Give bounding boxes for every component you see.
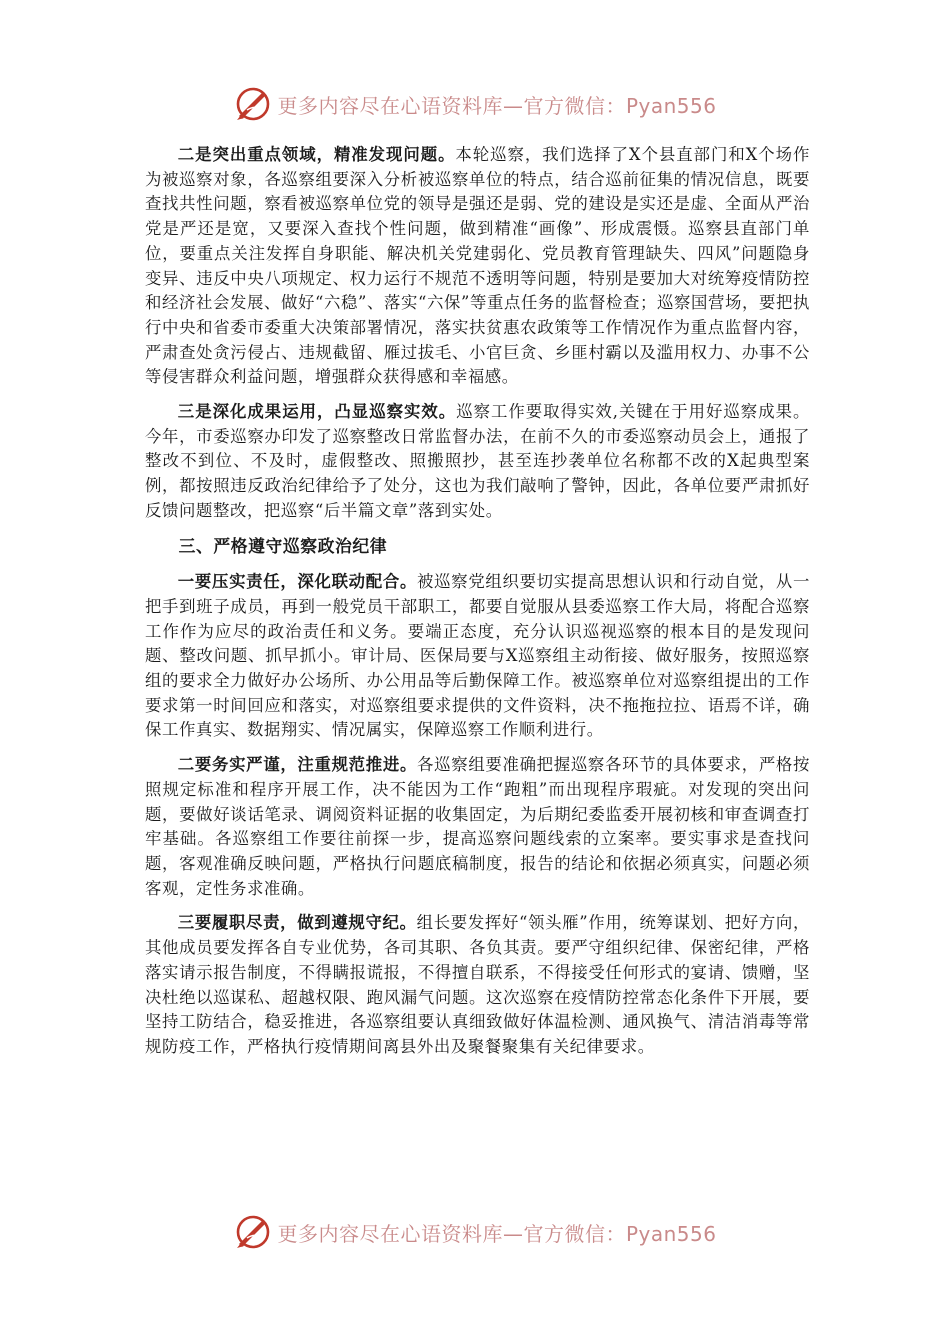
document-body [145, 143, 810, 1070]
paragraph-discipline [145, 911, 810, 1059]
paragraph-lead: 一要压实责任，深化联动配合。 [177, 572, 418, 592]
paragraph-lead: 二要务实严谨，注重规范推进。 [177, 755, 418, 775]
paragraph-lead: 三是深化成果运用，凸显巡察实效。 [177, 402, 457, 422]
paragraph-responsibility [145, 570, 810, 743]
paragraph-lead: 三要履职尽责，做到遵规守纪。 [177, 913, 417, 933]
pen-logo-icon [233, 1212, 273, 1252]
paragraph-text: 巡察工作要取得实效,关键在于用好巡察成果。今年，市委巡察办印发了巡察整改日常监督办法，在前不久的市委巡察动员会上，通报了整改不到位、不及时，虚假整改、照搬照抄，甚至连抄袭单位名称都不改的X起典型案例，都按照违反政治纪律给予了处分，这也为我们敲响了警钟，因此，各单位要严肃抓好反馈问题整改，把巡察“后半篇文章”落到实处。 [145, 402, 810, 520]
footer-banner [0, 1210, 950, 1254]
paragraph-text: 组长要发挥好“领头雁”作用，统筹谋划、把好方向，其他成员要发挥各自专业优势，各司其职、各负其责。要严守组织纪律、保密纪律，严格落实请示报告制度，不得瞒报谎报，不得擅自联系，不得接受任何形式的宴请、馈赠，坚决杜绝以巡谋私、超越权限、跑风漏气问题。这次巡察在疫情防控常态化条件下开展，要坚持工防结合，稳妥推进，各巡察组要认真细致做好体温检测、通风换气、清洁消毒等常规防疫工作，严格执行疫情期间离县外出及聚餐聚集有关纪律要求。 [145, 913, 810, 1056]
paragraph-text: 各巡察组要准确把握巡察各环节的具体要求，严格按照规定标准和程序开展工作，决不能因为工作“跑粗”而出现程序瑕疵。对发现的突出问题，要做好谈话笔录、调阅资料证据的收集固定，为后期纪委监委开展初核和审查调查打牢基础。各巡察组工作要往前探一步，提高巡察问题线索的立案率。要实事求是查找问题，客观准确反映问题，严格执行问题底稿制度，报告的结论和依据必须真实，问题必须客观，定性务求准确。 [145, 755, 810, 898]
section-heading: 三、严格遵守巡察政治纪律 [178, 535, 388, 556]
paragraph-lead: 二是突出重点领域，精准发现问题。 [177, 145, 456, 164]
paragraph-results [145, 400, 810, 524]
paragraph-text: 被巡察党组织要切实提高思想认识和行动自觉，从一把手到班子成员，再到一般党员干部职工，都要自觉服从县委巡察工作大局，将配合巡察工作作为应尽的政治责任和义务。要端正态度，充分认识巡视巡察的根本目的是发现问题、整改问题、抓早抓小。审计局、医保局要与X巡察组主动衔接、做好服务，按照巡察组的要求全力做好办公场所、办公用品等后勤保障工作。被巡察单位对巡察组提出的工作要求第一时间回应和落实，对巡察组要求提供的文件资料，决不拖拖拉拉、语焉不详，确保工作真实、数据翔实、情况属实，保障巡察工作顺利进行。 [145, 572, 810, 740]
paragraph-text: 本轮巡察，我们选择了X个县直部门和X个场作为被巡察对象，各巡察组要深入分析被巡察单位的特点，结合巡前征集的情况信息，既要查找共性问题，察看被巡察单位党的领导是强还是弱、党的建设是实还是虚、全面从严治党是严还是宽，又要深入查找个性问题，做到精准“画像”、形成震慑。巡察县直部门单位，要重点关注发挥自身职能、解决机关党建弱化、党员教育管理缺失、四风”问题隐身变异、违反中央八项规定、权力运行不规范不透明等问题，特别是要加大对统筹疫情防控和经济社会发展、做好“六稳”、落实“六保”等重点任务的监督检查；巡察国营场，要把执行中央和省委市委重大决策部署情况，落实扶贫惠农政策等工作情况作为重点监督内容，严肃查处贪污侵占、违规截留、雁过拔毛、小官巨贪、乡匪村霸以及滥用权力、办事不公等侵害群众利益问题，增强群众获得感和幸福感。 [145, 145, 810, 387]
paragraph-rigor [145, 753, 810, 901]
banner-text: 更多内容尽在心语资料库—官方微信：Pyan556 [277, 93, 717, 118]
header-banner [0, 82, 950, 126]
paragraph-focus-areas [145, 143, 810, 390]
pen-logo-icon [233, 84, 273, 124]
banner-text: 更多内容尽在心语资料库—官方微信：Pyan556 [277, 1221, 717, 1246]
